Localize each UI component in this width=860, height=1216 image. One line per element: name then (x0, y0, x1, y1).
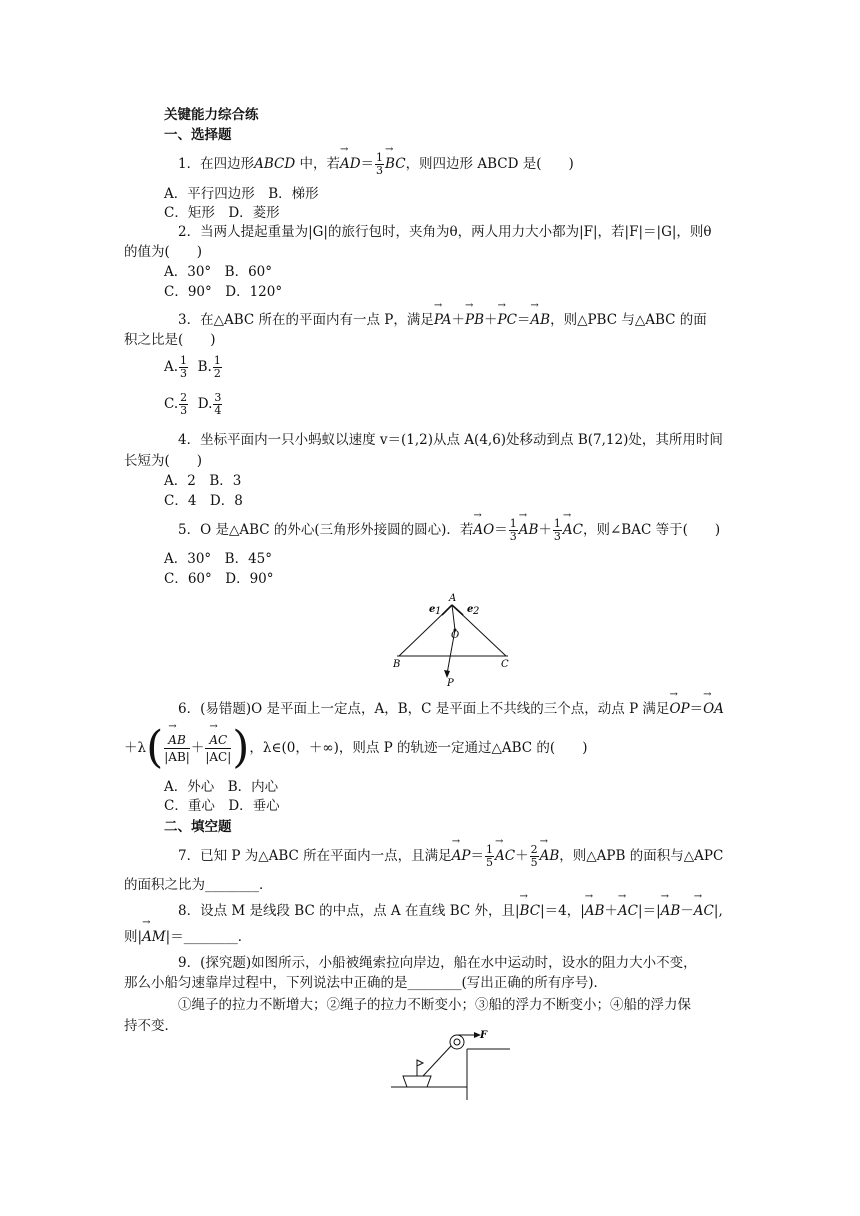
fig1-label-P: P (447, 678, 454, 689)
fig2-label-F: F (480, 1030, 488, 1041)
q8-line2: 则|→ AM|＝________． (124, 928, 251, 946)
q7-line2: 的面积之比为________． (124, 877, 273, 893)
q9-line2: 那么小船匀速靠岸过程中，下列说法中正确的是________(写出正确的所有序号)． (124, 975, 608, 991)
fig1-label-e1-sub: 1 (435, 606, 442, 617)
q8-line1: 8．设点 M 是线段 BC 的中点，点 A 在直线 BC 外，且|→ BC|＝4，|→ AB＋→ AC|＝|→ AB－→ AC|, (178, 902, 723, 920)
q9-line4: 持不变． (124, 1018, 178, 1034)
section-fill: 二、填空题 (164, 819, 232, 835)
fig1-label-O: O (451, 630, 460, 641)
q6-line2: ＋λ( → $\frac{AB}{|AB|}$ ＋ → $\frac{AC}{|AC|}$ )，λ∈(0，＋∞)，则点 P 的轨迹一定通过△ABC 的( ) (124, 722, 587, 780)
fig1-label-e1: e (429, 604, 436, 615)
fig1-label-e2-sub: 2 (473, 606, 480, 617)
fig1-label-A: A (449, 593, 457, 604)
triangle-figure (385, 590, 525, 690)
q6-options-1: A．外心 B．内心 (164, 779, 279, 795)
q4-options-2: C．4 D．8 (164, 493, 243, 509)
q4-line2: 长短为( ) (124, 453, 203, 469)
q1-options-2: C．矩形 D．菱形 (164, 205, 280, 221)
q6-line1: 6．(易错题)O 是平面上一定点，A，B，C 是平面上不共线的三个点，动点 P 满足→ OP＝→ OA (178, 700, 724, 718)
q2-options-1: A．30° B．60° (164, 264, 273, 280)
q5-options-1: A．30° B．45° (164, 551, 273, 567)
q3-line2: 积之比是( ) (124, 332, 216, 348)
q5-options-2: C．60° D．90° (164, 571, 274, 587)
q1-options-1: A．平行四边形 B．梯形 (164, 186, 319, 202)
q2-options-2: C．90° D．120° (164, 284, 283, 300)
q4-line1: 4．坐标平面内一只小蚂蚁以速度 v＝(1,2)从点 A(4,6)处移动到点 B(7,12)处，其所用时间 (178, 432, 723, 448)
q4-options-1: A．2 B．3 (164, 473, 242, 489)
boat-pulley-figure (385, 1024, 515, 1104)
q2-line2: 的值为( ) (124, 244, 203, 260)
q1-stem: 1．在四边形ABCD 中，若→ AD＝ $\frac{1}{3}$ → BC，则四边形 ABCD 是( ) (178, 152, 574, 177)
q3-options-1: A. $\frac{1}{3}$ B. $\frac{1}{2}$ (164, 354, 221, 380)
q6-options-2: C．重心 D．垂心 (164, 798, 280, 814)
q2-line1: 2．当两人提起重量为|G|的旅行包时，夹角为θ，两人用力大小都为|F|，若|F|＝|G|，则θ (178, 224, 712, 240)
fig1-label-e2: e (467, 604, 474, 615)
q5-stem: 5．O 是△ABC 的外心(三角形外接圆的圆心)．若→ AO＝ $\frac{1}{3}$ → AB＋ $\frac{1}{3}$ → AC，则∠BAC 等于( ) (178, 518, 720, 543)
fig1-label-B: B (393, 659, 401, 670)
q7-line1: 7．已知 P 为△ABC 所在平面内一点，且满足→ AP＝ $\frac{1}{5}$ → AC＋ $\frac{2}{5}$ → AB，则△APB 的面积与△APC (178, 844, 723, 869)
fig1-label-C: C (501, 659, 509, 670)
section-choice: 一、选择题 (164, 127, 232, 143)
page-title: 关键能力综合练 (164, 107, 259, 123)
q3-options-2: C. $\frac{2}{3}$ D. $\frac{3}{4}$ (164, 391, 222, 417)
q3-line1: 3．在△ABC 所在的平面内有一点 P，满足→ PA＋→ PB＋→ PC＝→ AB，则△PBC 与△ABC 的面 (178, 311, 707, 329)
q9-line1: 9．(探究题)如图所示，小船被绳索拉向岸边，船在水中运动时，设水的阻力大小不变， (178, 955, 697, 971)
q9-line3: ①绳子的拉力不断增大；②绳子的拉力不断变小；③船的浮力不断变小；④船的浮力保 (178, 997, 691, 1013)
